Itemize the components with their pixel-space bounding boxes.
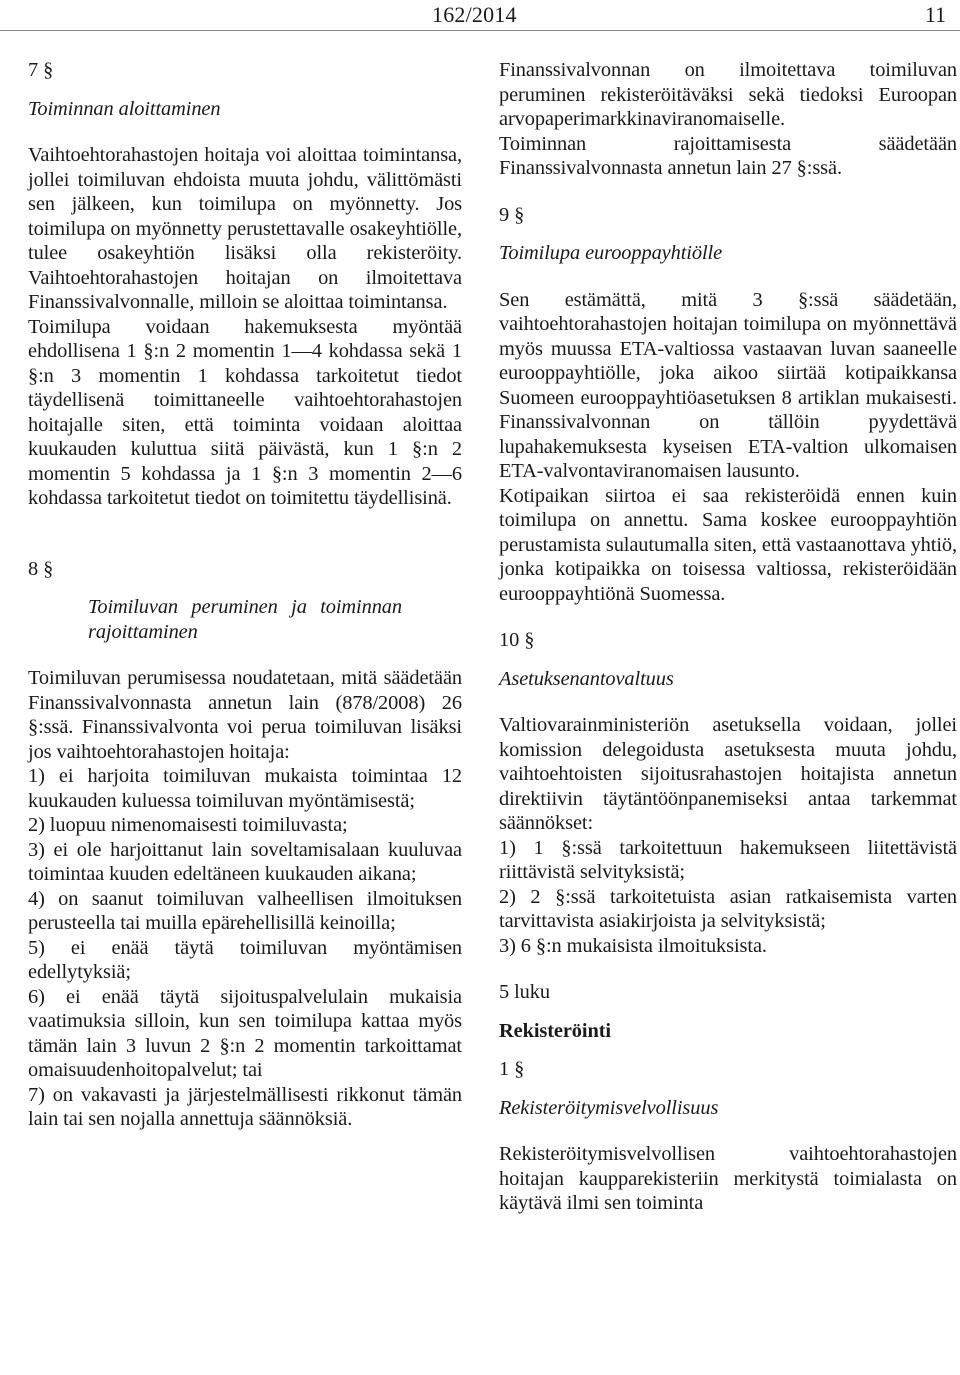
section-9-number: 9 § — [499, 203, 525, 226]
section-1-title: Rekisteröitymisvelvollisuus — [499, 1096, 719, 1119]
chapter-number: 5 luku — [499, 981, 550, 1003]
header-rule — [0, 30, 960, 31]
section-7-paragraph-1: Vaihtoehtorahastojen hoitaja voi aloittaa toimintansa, jollei toimiluvan ehdoista muuta johdu, välittömästi sen jälkeen, kun toimilupa on myönnetty. Jos toimilupa on myönnetty perustettavalle osakeyhtiölle, tulee osakeyhtiön lisäksi olla rekisteröity. Vaihtoehtorahastojen hoitajan on ilmoitettava Finanssivalvonnalle, milloin se aloittaa toimintansa. — [28, 144, 462, 313]
document-number: 162/2014 — [432, 2, 517, 27]
running-header — [0, 0, 960, 30]
list-item: 2) 2 §:ssä tarkoitetuista asian ratkaisemista varten tarvittavista asiakirjoista ja selvityksistä; — [499, 885, 957, 932]
list-item: 7) on vakavasti ja järjestelmällisesti rikkonut tämän lain tai sen nojalla annettuja säännöksiä. — [28, 1083, 462, 1130]
list-item: 1) 1 §:ssä tarkoitettuun hakemukseen liitettävistä riittävistä selvityksistä; — [499, 836, 957, 883]
list-item: 2) luopuu nimenomaisesti toimiluvasta; — [28, 814, 348, 836]
section-7-number: 7 § — [28, 59, 54, 81]
section-9-paragraph-2: Kotipaikan siirtoa ei saa rekisteröidä ennen kuin toimilupa on annettu. Sama koskee eurooppayhtiön perustamista sulautumalla siten, että vastaanottava yhtiö, jonka kotipaikka on toisessa valtiossa, rekisteröidään eurooppayhtiönä Suomessa. — [499, 484, 957, 605]
section-10-title: Asetuksenantovaltuus — [499, 667, 674, 690]
section-8-number: 8 § — [28, 557, 54, 580]
list-item: 5) ei enää täytä toimiluvan myöntämisen edellytyksiä; — [28, 936, 462, 983]
section-9-paragraph-1: Sen estämättä, mitä 3 §:ssä säädetään, vaihtoehtorahastojen hoitajan toimilupa on myönnettävä myös muussa ETA-valtiossa vastaavan luvan saaneelle eurooppayhtiölle, joka aikoo siirtää kotipaikkansa Suomeen eurooppayhtiöasetuksen 8 artiklan mukaisesti. Finanssivalvonnan on tällöin pyydettävä lupahakemuksesta kyseisen ETA-valtion ulkomaisen ETA-valvontaviranomaisen lausunto. — [499, 288, 957, 482]
section-1-number: 1 § — [499, 1058, 525, 1080]
list-item: 3) ei ole harjoittanut lain soveltamisalaan kuuluvaa toimintaa kuuden edeltäneen kuukauden aikana; — [28, 838, 462, 885]
section-9-title: Toimilupa eurooppayhtiölle — [499, 242, 723, 264]
chapter-title: Rekisteröinti — [499, 1019, 611, 1042]
list-item: 3) 6 §:n mukaisista ilmoituksista. — [499, 934, 767, 957]
list-item: 6) ei enää täytä sijoituspalvelulain mukaisia vaatimuksia silloin, kun sen toimilupa kattaa myös tämän lain 3 luvun 2 §:n 2 momentin tarkoittamat omaisuudenhoitopalvelut; tai — [28, 985, 462, 1081]
section-10-intro: Valtiovarainministeriön asetuksella voidaan, jollei komission delegoidusta asetuksesta muuta johdu, vaihtoehtoisten sijoitusrahastojen hoitajista annetun direktiivin täytäntöönpanemiseksi antaa tarkemmat säännökset: — [499, 714, 957, 834]
list-item: 4) on saanut toimiluvan valheellisen ilmoituksen perusteella tai muilla epärehellisillä keinoilla; — [28, 887, 462, 934]
section-8-continuation-2: Toiminnan rajoittamisesta säädetään Finanssivalvonnasta annetun lain 27 §:ssä. — [499, 132, 957, 179]
section-7-title: Toiminnan aloittaminen — [28, 97, 221, 120]
left-column — [28, 58, 462, 1132]
section-8-intro: Toimiluvan perumisessa noudatetaan, mitä säädetään Finanssivalvonnasta annetun lain (878/2008) 26 §:ssä. Finanssivalvonta voi perua toimiluvan lisäksi jos vaihtoehtorahastojen hoitaja: — [28, 667, 462, 763]
page-number: 11 — [924, 2, 946, 27]
section-7-paragraph-2: Toimilupa voidaan hakemuksesta myöntää ehdollisena 1 §:n 2 momentin 1—4 kohdassa sekä 1 §:n 3 momentin 1 kohdassa tarkoitetut tiedot täydellisenä toimittaneelle vaihtoehtorahastojen hoitajalle siten, että toiminta voidaan aloittaa kuukauden kuluttua siitä päivästä, kun 1 §:n 2 momentin 5 kohdassa ja 1 §:n 3 momentin 2—6 kohdassa tarkoitetut tiedot on toimitettu täydellisinä. — [28, 315, 462, 509]
section-1-paragraph: Rekisteröitymisvelvollisen vaihtoehtorahastojen hoitajan kaupparekisteriin merkitystä toimialasta on käytävä ilmi sen toiminta — [499, 1143, 957, 1214]
list-item: 1) ei harjoita toimiluvan mukaista toimintaa 12 kuukauden kuluessa toimiluvan myöntämisestä; — [28, 765, 462, 812]
section-10-number: 10 § — [499, 629, 535, 651]
section-8-title: Toimiluvan peruminen ja toiminnan rajoittaminen — [88, 596, 402, 643]
section-8-continuation-1: Finanssivalvonnan on ilmoitettava toimiluvan peruminen rekisteröitäväksi sekä tiedoksi Euroopan arvopaperimarkkinaviranomaiselle. — [499, 59, 957, 130]
right-column — [499, 58, 957, 1216]
